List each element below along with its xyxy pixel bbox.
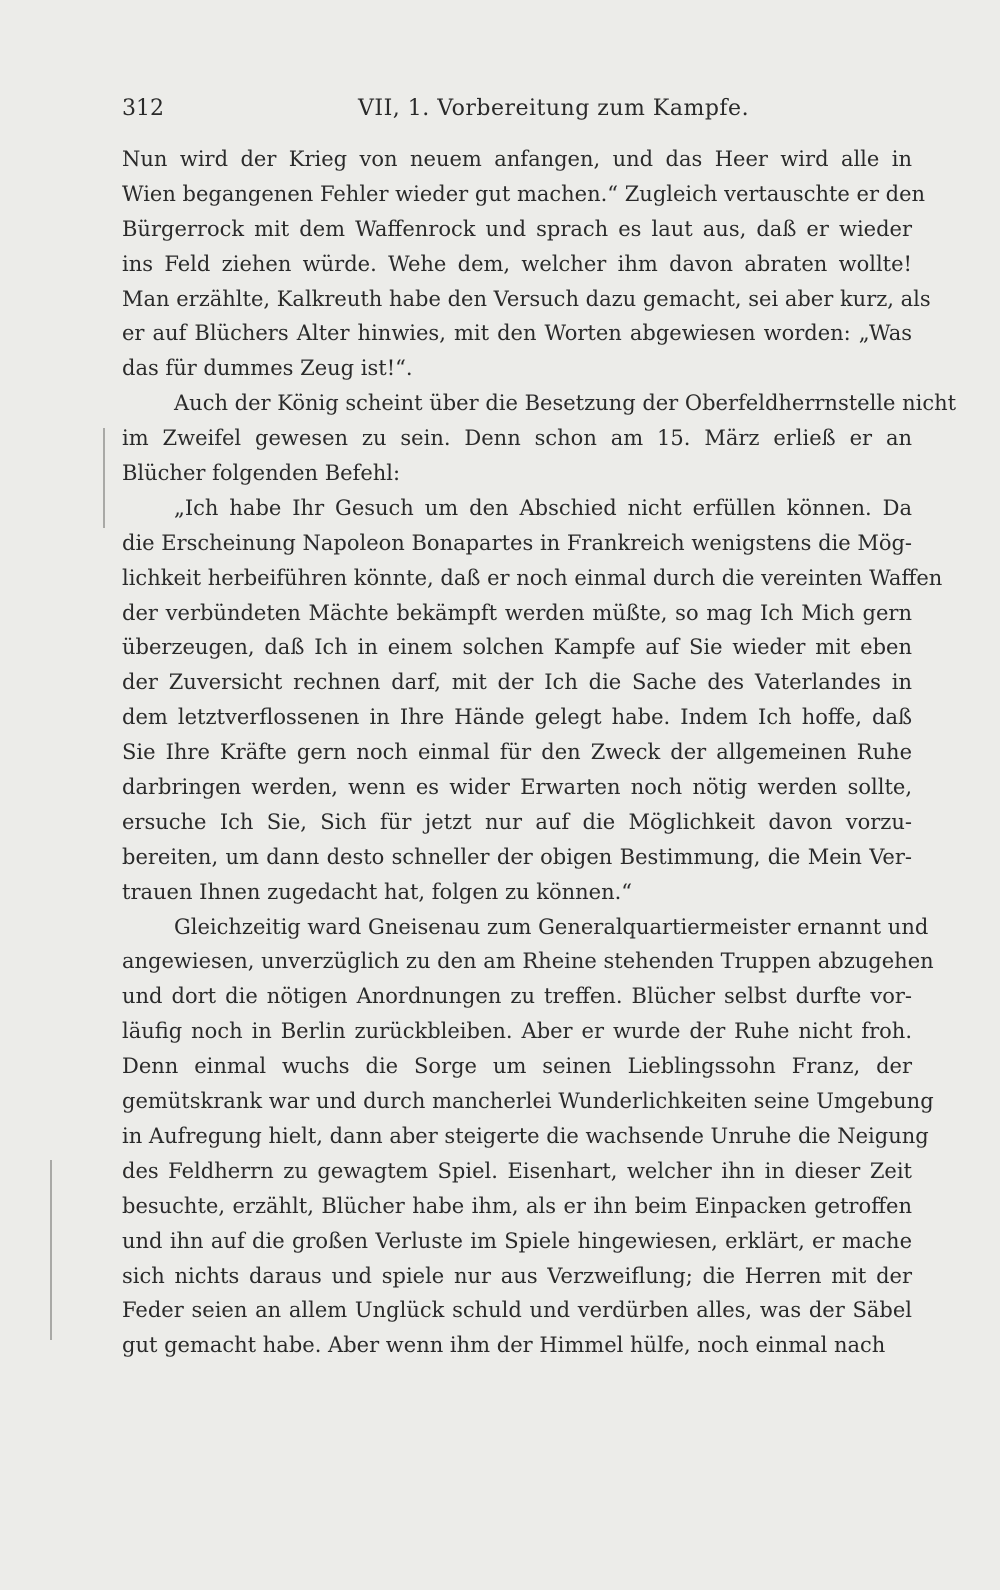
text-line: Blücher folgenden Befehl: (122, 461, 401, 486)
text-line: gemütskrank war und durch mancherlei Wunderlichkeiten seine Umgebung (122, 1089, 934, 1114)
text-line: Wien begangenen Fehler wieder gut machen.“ Zugleich vertauschte er den (122, 181, 926, 206)
text-line: und dort die nötigen Anordnungen zu treffen. Blücher selbst durfte vor- (122, 984, 912, 1009)
page-number: 312 (122, 96, 164, 121)
text-line: darbringen werden, wenn es wider Erwarten noch nötig werden sollte, (122, 775, 912, 800)
text-line: Auch der König scheint über die Besetzung der Oberfeldherrnstelle nicht (174, 391, 957, 416)
text-line: der Zuversicht rechnen darf, mit der Ich die Sache des Vaterlandes in (122, 670, 912, 695)
text-line: läufig noch in Berlin zurückbleiben. Aber er wurde der Ruhe nicht froh. (122, 1019, 912, 1044)
pencil-margin-mark (50, 1160, 52, 1340)
pencil-margin-mark (103, 428, 105, 528)
paragraph-p1 (122, 142, 931, 386)
text-line: und ihn auf die großen Verluste im Spiele hingewiesen, erklärt, er mache (122, 1228, 912, 1253)
text-line: Feder seien an allem Unglück schuld und verdürben alles, was der Säbel (122, 1298, 912, 1323)
text-line: Gleichzeitig ward Gneisenau zum Generalquartiermeister ernannt und (174, 914, 929, 939)
text-line: Denn einmal wuchs die Sorge um seinen Lieblingssohn Franz, der (122, 1054, 912, 1079)
body-text (122, 142, 957, 1363)
text-line: Nun wird der Krieg von neuem anfangen, und das Heer wird alle in (122, 147, 912, 171)
paragraph-p2 (122, 386, 957, 491)
text-line: Man erzählte, Kalkreuth habe den Versuch dazu gemacht, sei aber kurz, als (122, 286, 931, 311)
text-line: ins Feld ziehen würde. Wehe dem, welcher ihm davon abraten wollte! (122, 251, 912, 276)
text-line: das für dummes Zeug ist!“. (122, 356, 413, 381)
text-line: er auf Blüchers Alter hinwies, mit den Worten abgewiesen worden: „Was (122, 321, 912, 346)
text-line: dem letztverflossenen in Ihre Hände gelegt habe. Indem Ich hoffe, daß (122, 705, 912, 730)
page-header (122, 96, 912, 130)
text-line: Bürgerrock mit dem Waffenrock und sprach es laut aus, daß er wieder (122, 216, 912, 241)
text-line: gut gemacht habe. Aber wenn ihm der Himmel hülfe, noch einmal nach (122, 1333, 886, 1358)
text-line: die Erscheinung Napoleon Bonapartes in Frankreich wenigstens die Mög- (122, 530, 913, 555)
running-head: VII, 1. Vorbereitung zum Kampfe. (358, 96, 750, 121)
text-line: angewiesen, unverzüglich zu den am Rheine stehenden Truppen abzugehen (122, 949, 934, 974)
text-line: lichkeit herbeiführen könnte, daß er noch einmal durch die vereinten Waffen (122, 565, 943, 590)
text-line: überzeugen, daß Ich in einem solchen Kampfe auf Sie wieder mit eben (122, 635, 912, 660)
text-line: „Ich habe Ihr Gesuch um den Abschied nicht erfüllen können. Da (174, 495, 912, 520)
text-line: ersuche Ich Sie, Sich für jetzt nur auf die Möglichkeit davon vorzu- (122, 809, 912, 834)
text-line: besuchte, erzählt, Blücher habe ihm, als er ihn beim Einpacken getroffen (122, 1193, 912, 1218)
text-line: Sie Ihre Kräfte gern noch einmal für den Zweck der allgemeinen Ruhe (122, 740, 912, 765)
text-line: in Aufregung hielt, dann aber steigerte die wachsende Unruhe die Neigung (122, 1123, 929, 1148)
text-line: im Zweifel gewesen zu sein. Denn schon am 15. März erließ er an (122, 426, 912, 451)
text-line: sich nichts daraus und spiele nur aus Verzweiflung; die Herren mit der (122, 1263, 912, 1288)
paragraph-p4 (122, 910, 934, 1364)
paragraph-p3 (122, 491, 943, 910)
text-line: des Feldherrn zu gewagtem Spiel. Eisenhart, welcher ihn in dieser Zeit (122, 1158, 912, 1183)
text-line: bereiten, um dann desto schneller der obigen Bestimmung, die Mein Ver- (122, 844, 912, 869)
text-line: der verbündeten Mächte bekämpft werden müßte, so mag Ich Mich gern (122, 600, 912, 625)
text-line: trauen Ihnen zugedacht hat, folgen zu können.“ (122, 879, 633, 904)
